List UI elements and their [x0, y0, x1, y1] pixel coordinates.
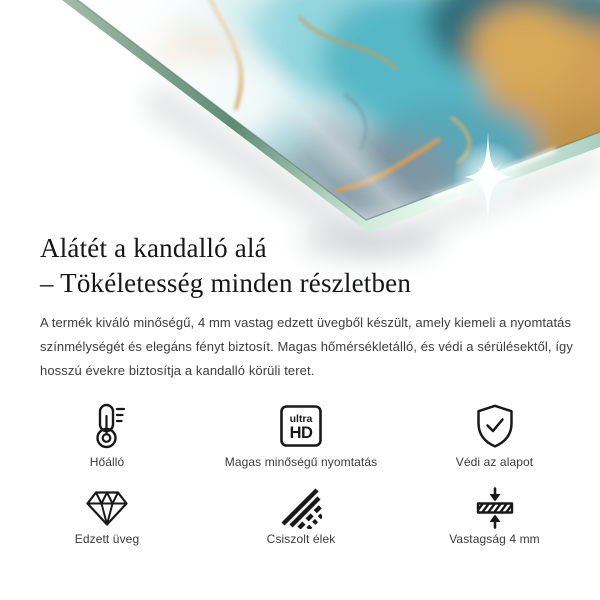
- shield-check-icon: [473, 403, 517, 449]
- feature-label: Edzett üveg: [74, 532, 140, 546]
- feature-shield-check: [428, 400, 561, 469]
- feature-thickness: [428, 487, 561, 546]
- feature-icon-slot: [473, 400, 517, 452]
- page-title-line2: – Tökéletesség minden részletben: [40, 268, 412, 298]
- features-grid: [40, 400, 561, 546]
- ultra-hd-icon: [279, 404, 323, 448]
- feature-label: Vastagság 4 mm: [449, 532, 540, 546]
- feature-icon-slot: [84, 487, 130, 529]
- feature-icon-slot: [280, 487, 322, 529]
- thickness-icon: [473, 487, 517, 529]
- thermometer-icon: [87, 402, 127, 450]
- diamond-icon: [84, 488, 130, 528]
- product-description: A termék kiváló minőségű, 4 mm vastag edzett üvegből készült, amely kiemeli a nyomtatás színmélységét és elegáns fényt biztosít. Magas hőmérsékletálló, és védi a sérülésektől, így hosszú évekre biztosítja a kandalló körüli teret.: [40, 315, 573, 378]
- feature-ultra-hd: [174, 400, 428, 469]
- page-title: [40, 231, 411, 301]
- feature-label: Védi az alapot: [455, 455, 534, 469]
- feature-icon-slot: [473, 487, 517, 529]
- feature-label: Csiszolt élek: [266, 532, 336, 546]
- polished-edges-icon: [280, 487, 322, 529]
- page-title-line1: Alátét a kandalló alá: [40, 233, 267, 263]
- ultra-hd-badge-top: ultra: [289, 413, 313, 425]
- ultra-hd-badge-bottom: HD: [289, 424, 313, 442]
- feature-icon-slot: [87, 400, 127, 452]
- feature-icon-slot: [279, 400, 323, 452]
- feature-polished-edges: [174, 487, 428, 546]
- feature-label: Magas minőségű nyomtatás: [224, 455, 378, 469]
- feature-label: Hőálló: [89, 455, 125, 469]
- feature-diamond: [40, 487, 174, 546]
- feature-thermometer: [40, 400, 174, 469]
